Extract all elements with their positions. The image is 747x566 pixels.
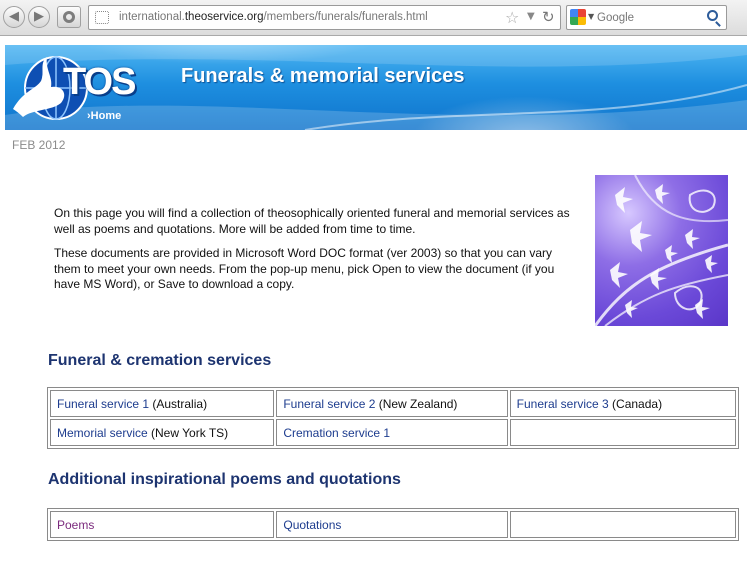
url-text[interactable]: international.theoservice.org/members/funerals/funerals.html <box>119 11 428 23</box>
dropdown-icon[interactable]: ▼ <box>527 11 535 22</box>
butterfly-decorative-image <box>595 175 728 326</box>
funeral-service-3-link[interactable]: Funeral service 3 <box>516 396 609 411</box>
empty-table-cell <box>510 511 736 538</box>
home-link[interactable]: ›Home <box>87 110 122 122</box>
funeral-service-2-link[interactable]: Funeral service 2 <box>283 396 376 411</box>
intro-paragraph-2: These documents are provided in Microsoft Word DOC format (ver 2003) so that you can vary them to meet your own needs. From the pop-up menu, pick Open to view the document (if you have MS Word), or Save to download a copy. <box>54 246 555 291</box>
table-row <box>50 390 736 417</box>
search-icon[interactable] <box>707 10 718 21</box>
section-heading-poems: Additional inspirational poems and quotations <box>48 471 401 488</box>
table-cell <box>510 390 736 417</box>
tools-button[interactable] <box>57 6 81 28</box>
poems-quotations-table <box>47 508 739 541</box>
table-cell <box>50 419 274 446</box>
cell-note: (New Zealand) <box>375 396 458 411</box>
intro-text <box>54 206 574 302</box>
poems-link[interactable]: Poems <box>57 517 95 532</box>
cell-note: (Australia) <box>149 396 208 411</box>
site-banner <box>5 45 747 130</box>
browser-toolbar <box>0 0 747 36</box>
table-cell <box>50 511 274 538</box>
page-content <box>0 37 747 566</box>
table-row <box>50 419 736 446</box>
page-title: Funerals & memorial services <box>181 65 465 87</box>
table-cell <box>276 390 507 417</box>
table-cell <box>276 511 507 538</box>
site-identity-icon[interactable] <box>95 11 109 24</box>
funeral-service-1-link[interactable]: Funeral service 1 <box>57 396 150 411</box>
search-bar[interactable] <box>566 5 727 30</box>
empty-table-cell <box>510 419 736 446</box>
reload-icon[interactable]: ↻ <box>542 8 555 26</box>
table-row <box>50 511 736 538</box>
quotations-link[interactable]: Quotations <box>283 517 342 532</box>
bookmark-star-icon[interactable]: ☆ <box>505 8 520 27</box>
intro-paragraph-1: On this page you will find a collection of theosophically oriented funeral and memorial services as well as poems and quotations. More will be added from time to time. <box>54 206 570 236</box>
date-label: FEB 2012 <box>12 138 66 152</box>
memorial-service-link[interactable]: Memorial service <box>57 425 148 440</box>
table-cell <box>50 390 274 417</box>
back-arrow-icon[interactable]: ◀ <box>3 6 25 28</box>
search-input[interactable]: Google <box>597 12 635 24</box>
table-cell <box>276 419 507 446</box>
funeral-services-table <box>47 387 739 449</box>
google-icon[interactable] <box>570 9 586 25</box>
cell-note: (New York TS) <box>147 425 229 440</box>
forward-arrow-icon[interactable]: ▶ <box>28 6 50 28</box>
search-engine-dropdown-icon[interactable]: ▼ <box>588 12 595 21</box>
cell-note: (Canada) <box>608 396 663 411</box>
logo-text: TOS <box>63 61 135 103</box>
cremation-service-1-link[interactable]: Cremation service 1 <box>283 425 391 440</box>
gear-icon <box>63 11 75 23</box>
address-bar[interactable] <box>88 5 561 30</box>
section-heading-funeral: Funeral & cremation services <box>48 352 272 369</box>
